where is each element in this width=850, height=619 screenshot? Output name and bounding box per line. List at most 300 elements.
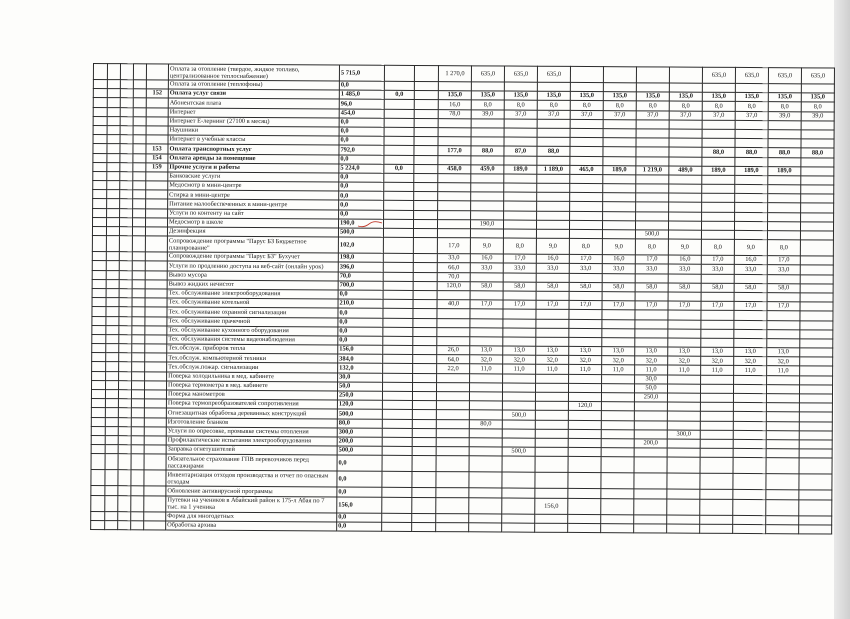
month-cell [766, 430, 799, 439]
row-code [145, 326, 167, 335]
month-cell [469, 401, 502, 410]
month-cell: 189,0 [735, 166, 768, 175]
month-cell: 17,0 [503, 254, 536, 263]
month-cell [383, 237, 413, 253]
month-cell [412, 447, 436, 456]
month-cell [436, 401, 469, 410]
month-cell: 8,0 [767, 240, 800, 256]
month-cell [701, 274, 734, 283]
month-cell: 32,0 [503, 355, 536, 364]
blank-cell [93, 125, 107, 134]
month-cell: 458,0 [438, 164, 471, 173]
month-cell [537, 156, 570, 165]
row-name: Прочие услуги и работы [168, 163, 339, 173]
month-cell [413, 281, 437, 290]
month-cell: 8,0 [801, 102, 834, 111]
month-cell [569, 374, 602, 383]
blank-cell [119, 279, 132, 288]
month-cell: 16,0 [668, 255, 701, 264]
blank-cell [93, 89, 107, 98]
month-cell [603, 147, 636, 156]
month-cell [470, 327, 503, 336]
month-cell [801, 176, 834, 185]
row-code [145, 289, 167, 298]
month-cell [413, 238, 437, 254]
month-cell [471, 128, 504, 137]
month-cell: 13,0 [701, 347, 734, 356]
month-cell [469, 383, 502, 392]
month-cell [766, 499, 799, 515]
month-cell [801, 194, 834, 203]
month-cell [536, 328, 569, 337]
month-cell [734, 329, 767, 338]
month-cell [801, 84, 834, 93]
blank-cell [120, 217, 133, 226]
month-cell: 88,0 [735, 148, 768, 157]
blank-cell [93, 208, 107, 217]
month-cell [800, 284, 833, 293]
month-cell [700, 458, 733, 474]
month-cell [438, 128, 471, 137]
blank-cell [106, 316, 119, 325]
month-cell: 32,0 [767, 357, 800, 366]
blank-cell [118, 436, 131, 445]
month-cell: 40,0 [437, 300, 470, 309]
month-cell [569, 291, 602, 300]
month-cell [734, 292, 767, 301]
month-cell [799, 440, 832, 449]
month-cell [384, 192, 414, 201]
month-cell [414, 137, 438, 146]
row-code [145, 307, 167, 316]
month-cell [634, 420, 667, 429]
month-cell [436, 428, 469, 437]
month-cell [568, 383, 601, 392]
month-cell [634, 411, 667, 420]
month-cell [700, 490, 733, 499]
month-cell [504, 211, 537, 220]
blank-cell [120, 144, 133, 153]
month-cell [569, 328, 602, 337]
month-cell [502, 523, 535, 532]
month-cell [667, 489, 700, 498]
month-cell [382, 513, 412, 522]
month-cell: 8,0 [569, 239, 602, 255]
month-cell [768, 194, 801, 203]
month-cell [800, 302, 833, 311]
month-cell: 200,0 [634, 439, 667, 448]
month-cell [504, 128, 537, 137]
row-code [146, 80, 168, 89]
month-cell [800, 311, 833, 320]
row-name: Услуги по контенту на сайт [168, 209, 339, 219]
month-cell [669, 193, 702, 202]
blank-cell [106, 261, 119, 270]
month-cell [535, 514, 568, 523]
month-cell [601, 402, 634, 411]
month-cell [412, 456, 436, 472]
month-cell: 8,0 [635, 239, 668, 255]
month-cell [471, 137, 504, 146]
month-cell [535, 447, 568, 456]
blank-cell [131, 486, 144, 495]
month-cell [383, 355, 413, 364]
month-cell [470, 272, 503, 281]
pen-checkmark [357, 221, 383, 229]
month-cell [700, 499, 733, 515]
blank-cell [107, 80, 120, 89]
month-cell: 39,0 [801, 111, 834, 120]
month-cell [635, 310, 668, 319]
row-name: Тех. обслуживание электрооборудования [167, 289, 338, 299]
month-cell [667, 384, 700, 393]
month-cell [570, 66, 603, 82]
blank-cell [93, 217, 107, 226]
month-cell [436, 513, 469, 522]
month-cell [602, 230, 635, 239]
month-cell [799, 490, 832, 499]
month-cell [767, 274, 800, 283]
month-cell [702, 184, 735, 193]
row-code [144, 486, 166, 495]
month-cell [700, 524, 733, 533]
month-cell: 120,0 [437, 281, 470, 290]
month-cell [767, 338, 800, 347]
blank-cell [132, 227, 145, 236]
month-cell [536, 310, 569, 319]
month-cell [503, 374, 536, 383]
month-cell [667, 457, 700, 473]
month-cell [537, 174, 570, 183]
month-cell: 135,0 [768, 93, 801, 102]
month-cell: 635,0 [735, 67, 768, 83]
month-cell [800, 348, 833, 357]
month-cell: 135,0 [603, 92, 636, 101]
row-total: 120,0 [337, 400, 382, 409]
month-cell [471, 183, 504, 192]
blank-cell [119, 362, 132, 371]
month-cell [536, 374, 569, 383]
blank-cell [120, 162, 133, 171]
month-cell [436, 438, 469, 447]
month-cell: 120,0 [568, 402, 601, 411]
row-total: 0,0 [337, 522, 382, 531]
row-code [144, 408, 166, 417]
blank-cell [133, 181, 146, 190]
blank-cell [106, 252, 119, 261]
month-cell [537, 119, 570, 128]
month-cell: 17,0 [734, 302, 767, 311]
month-cell: 58,0 [668, 283, 701, 292]
month-cell: 17,0 [635, 255, 668, 264]
month-cell [568, 514, 601, 523]
month-cell: 32,0 [569, 356, 602, 365]
month-cell [669, 83, 702, 92]
row-code [146, 172, 168, 181]
month-cell [702, 212, 735, 221]
row-total: 0,0 [338, 308, 383, 317]
row-name: Тех.обслуж. компьютерной техники [167, 353, 338, 363]
month-cell: 17,0 [635, 301, 668, 310]
month-cell [504, 82, 537, 91]
month-cell: 22,0 [437, 364, 470, 373]
blank-cell [132, 371, 145, 380]
month-cell: 9,0 [602, 239, 635, 255]
month-cell [799, 474, 832, 490]
month-cell [768, 120, 801, 129]
month-cell [766, 440, 799, 449]
month-cell [601, 473, 634, 489]
month-cell [469, 392, 502, 401]
month-cell: 8,0 [537, 101, 570, 110]
month-cell [702, 193, 735, 202]
month-cell [569, 229, 602, 238]
month-cell: 58,0 [470, 282, 503, 291]
month-cell: 459,0 [471, 164, 504, 173]
month-cell [502, 429, 535, 438]
row-code [144, 511, 166, 520]
blank-cell [131, 408, 144, 417]
blank-cell [131, 520, 144, 529]
month-cell [700, 448, 733, 457]
month-cell [504, 192, 537, 201]
month-cell: 635,0 [768, 68, 801, 84]
month-cell: 26,0 [437, 346, 470, 355]
month-cell [382, 400, 412, 409]
blank-cell [106, 307, 119, 316]
month-cell: 11,0 [668, 365, 701, 374]
month-cell [568, 498, 601, 514]
month-cell [570, 174, 603, 183]
month-cell [602, 273, 635, 282]
month-cell [469, 429, 502, 438]
month-cell [537, 211, 570, 220]
month-cell [601, 439, 634, 448]
month-cell [800, 293, 833, 302]
month-cell [504, 156, 537, 165]
row-code [144, 417, 166, 426]
month-cell [801, 185, 834, 194]
month-cell: 465,0 [570, 165, 603, 174]
blank-cell [92, 252, 106, 261]
month-cell [733, 421, 766, 430]
row-code [144, 427, 166, 436]
row-code [145, 316, 167, 325]
row-name: Дезинфекция [167, 227, 338, 237]
month-cell [766, 421, 799, 430]
month-cell [436, 472, 469, 488]
month-cell [669, 184, 702, 193]
month-cell [537, 137, 570, 146]
row-code [146, 64, 168, 80]
month-cell: 32,0 [635, 356, 668, 365]
month-cell [437, 291, 470, 300]
blank-cell [119, 316, 132, 325]
row-name: Тех. обслуживание охранной сигнализации [167, 307, 338, 317]
blank-cell [105, 390, 118, 399]
month-cell: 16,0 [536, 254, 569, 263]
month-cell [438, 173, 471, 182]
month-cell [667, 515, 700, 524]
month-cell [384, 127, 414, 136]
month-cell: 489,0 [669, 166, 702, 175]
month-cell [735, 175, 768, 184]
blank-cell [132, 335, 145, 344]
month-cell [569, 220, 602, 229]
month-cell [382, 410, 412, 419]
month-cell [412, 522, 436, 531]
row-total: 0,0 [339, 136, 384, 145]
month-cell [384, 65, 414, 81]
month-cell [601, 383, 634, 392]
month-cell [469, 488, 502, 497]
month-cell: 33,0 [767, 265, 800, 274]
blank-cell [119, 325, 132, 334]
blank-cell [92, 227, 106, 236]
month-cell [733, 515, 766, 524]
month-cell: 635,0 [504, 66, 537, 82]
row-total: 0,0 [337, 512, 382, 521]
row-total: 210,0 [338, 299, 383, 308]
month-cell [471, 155, 504, 164]
month-cell [799, 403, 832, 412]
month-cell [503, 220, 536, 229]
month-cell: 17,0 [701, 255, 734, 264]
month-cell [537, 192, 570, 201]
row-code [145, 261, 167, 270]
month-cell [414, 91, 438, 100]
month-cell [502, 420, 535, 429]
month-cell: 500,0 [635, 230, 668, 239]
row-total: 0,0 [339, 200, 384, 209]
month-cell: 58,0 [635, 283, 668, 292]
month-cell [799, 525, 832, 534]
row-total: 0,0 [339, 210, 384, 219]
month-cell [767, 311, 800, 320]
month-cell: 9,0 [536, 238, 569, 254]
month-cell [667, 421, 700, 430]
blank-cell [133, 190, 146, 199]
row-total: 0,0 [338, 327, 383, 336]
blank-cell [91, 445, 105, 454]
month-cell [801, 139, 834, 148]
month-cell: 70,0 [437, 272, 470, 281]
month-cell [436, 410, 469, 419]
month-cell: 0,0 [384, 90, 414, 99]
blank-cell [93, 199, 107, 208]
month-cell [700, 439, 733, 448]
blank-cell [106, 344, 119, 353]
month-cell: 11,0 [470, 364, 503, 373]
month-cell [504, 183, 537, 192]
month-cell [568, 457, 601, 473]
month-cell [537, 128, 570, 137]
month-cell [700, 515, 733, 524]
blank-cell [133, 208, 146, 217]
blank-cell [93, 116, 107, 125]
month-cell [735, 83, 768, 92]
month-cell: 17,0 [701, 301, 734, 310]
blank-cell [107, 64, 120, 80]
month-cell [412, 410, 436, 419]
row-name: Тех. обслуживание прачечной [167, 316, 338, 326]
blank-cell [119, 289, 132, 298]
row-code [146, 199, 168, 208]
month-cell [635, 329, 668, 338]
month-cell [766, 412, 799, 421]
month-cell [436, 392, 469, 401]
month-cell [536, 273, 569, 282]
month-cell [570, 202, 603, 211]
month-cell [800, 339, 833, 348]
row-total: 0,0 [339, 173, 384, 182]
row-name: Поверка холодильника в мед. кабинете [167, 372, 338, 382]
row-total: 0,0 [338, 318, 383, 327]
month-cell [414, 173, 438, 182]
blank-cell [91, 454, 105, 470]
month-cell [668, 320, 701, 329]
row-name: Обновление антивирусной программы [166, 486, 337, 496]
month-cell [413, 318, 437, 327]
blank-cell [119, 298, 132, 307]
blank-cell [107, 116, 120, 125]
month-cell: 8,0 [603, 101, 636, 110]
row-total: 0,0 [339, 118, 384, 127]
month-cell [414, 100, 438, 109]
month-cell [669, 202, 702, 211]
blank-cell [105, 511, 118, 520]
month-cell [636, 175, 669, 184]
month-cell [602, 292, 635, 301]
row-code [146, 98, 168, 107]
month-cell [437, 229, 470, 238]
month-cell: 9,0 [668, 239, 701, 255]
blank-cell [92, 279, 106, 288]
month-cell [535, 438, 568, 447]
blank-cell [133, 126, 146, 135]
month-cell: 135,0 [570, 92, 603, 101]
row-name: Тех. обслуживание кухонного оборудования [167, 326, 338, 336]
blank-cell [106, 353, 119, 362]
row-total: 0,0 [338, 290, 383, 299]
month-cell [702, 129, 735, 138]
month-cell [437, 219, 470, 228]
month-cell [471, 192, 504, 201]
blank-cell [105, 399, 118, 408]
blank-cell [93, 153, 107, 162]
month-cell [669, 147, 702, 156]
month-cell [414, 127, 438, 136]
month-cell: 13,0 [767, 348, 800, 357]
month-cell [469, 513, 502, 522]
month-cell: 39,0 [768, 111, 801, 120]
row-name: Инвентаризация отходов производства и отчет по опасным отходам [166, 470, 337, 487]
blank-cell [131, 511, 144, 520]
month-cell: 17,0 [569, 255, 602, 264]
month-cell [800, 375, 833, 384]
month-cell [414, 164, 438, 173]
month-cell [636, 147, 669, 156]
month-cell: 13,0 [470, 346, 503, 355]
month-cell [383, 336, 413, 345]
month-cell: 135,0 [471, 91, 504, 100]
month-cell [470, 309, 503, 318]
row-name: Интернет [168, 108, 339, 118]
month-cell [412, 401, 436, 410]
month-cell [733, 474, 766, 490]
row-total: 0,0 [338, 336, 383, 345]
month-cell [383, 327, 413, 336]
